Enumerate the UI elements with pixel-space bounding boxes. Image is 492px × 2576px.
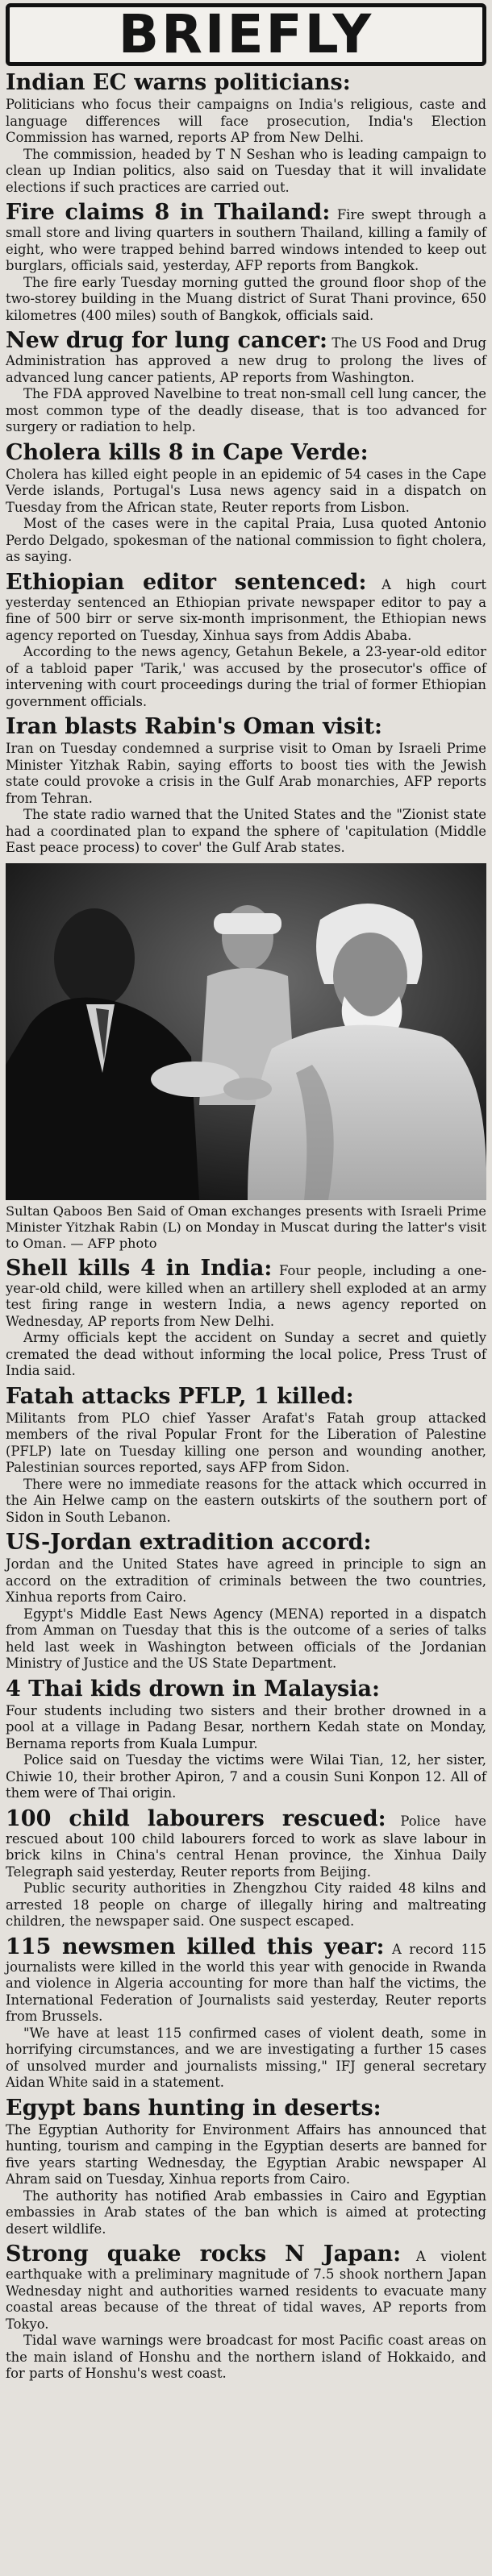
article-paragraph: According to the news agency, Getahun Bekele, a 23-year-old editor of a tabloid paper 'Tarik,' was accused by the prosecutor's office of intervening with court proceedings during the trial of former Ethiopian government officials. <box>6 644 486 709</box>
article-paragraph: Iran on Tuesday condemned a surprise visit to Oman by Israeli Prime Minister Yitzhak Rabin, saying efforts to boost ties with the Jewish state could provoke a crisis in the Gulf Arab monarchies, AFP reports from Tehran. <box>6 741 486 806</box>
article-paragraph: The commission, headed by T N Seshan who is leading campaign to clean up Indian politics, also said on Tuesday that it will invalidate elections if such practices are carried out. <box>6 146 486 195</box>
article-paragraph: The US Food and Drug Administration has approved a new drug to prolong the lives of advanced lung cancer patients, AP reports from Washington. <box>6 335 486 385</box>
article-paragraph: A record 115 journalists were killed in the world this year with genocide in Rwanda and violence in Algeria accounting for more than half the victims, the International Federation of Journalists said yesterday, Reuter reports from Brussels. <box>6 1941 486 2024</box>
article-headline: Shell kills 4 in India: <box>6 1255 273 1281</box>
article-headline: Indian EC warns politicians: <box>6 70 351 95</box>
article-body <box>6 1556 486 1672</box>
article-paragraph: Most of the cases were in the capital Praia, Lusa quoted Antonio Perdo Delgado, spokesman of the national commission to fight cholera, as saying. <box>6 516 486 564</box>
article-paragraph: "We have at least 115 confirmed cases of violent death, some in horrifying circumstances, and we are investigating a further 15 cases of unsolved murder and journalists missing," IFJ general secretary Aidan White said in a statement. <box>6 2025 486 2090</box>
article-ethiopian-editor <box>6 571 486 711</box>
photo-credit: — AFP photo <box>70 1235 157 1251</box>
article-lead <box>6 1807 486 1881</box>
article-headline: Fatah attacks PFLP, 1 killed: <box>6 1383 354 1409</box>
article-indian-ec <box>6 71 486 196</box>
article-headline: US-Jordan extradition accord: <box>6 1530 372 1555</box>
article-lead <box>6 1935 486 2025</box>
article-lung-cancer <box>6 329 486 436</box>
article-paragraph: Egypt's Middle East News Agency (MENA) reported in a dispatch from Amman on Tuesday that this is the outcome of a series of talks held last week in Washington between officials of the Jordanian Ministry of Justice and the US State Department. <box>6 1606 486 1671</box>
news-photo-image <box>6 863 486 1200</box>
article-paragraph: The fire early Tuesday morning gutted the ground floor shop of the two-storey building in the Muang district of Surat Thani province, 650 kilometres (400 miles) south of Bangkok, officials said. <box>6 274 486 323</box>
article-headline: 115 newsmen killed this year: <box>6 1934 385 1959</box>
article-body <box>6 97 486 196</box>
article-paragraph: Politicians who focus their campaigns on India's religious, caste and language differences will face prosecution, India's Election Commission has warned, reports AP from New Delhi. <box>6 97 486 145</box>
article-paragraph: Police said on Tuesday the victims were Wilai Tian, 12, her sister, Chiwie 10, their brother Apiron, 7 and a cousin Suni Konpon 12. All of them were of Thai origin. <box>6 1752 486 1801</box>
article-headline: 100 child labourers rescued: <box>6 1805 386 1831</box>
article-paragraph: The FDA approved Navelbine to treat non-small cell lung cancer, the most common type of the deadly disease, that is too advanced for surgery or radiation to help. <box>6 386 486 434</box>
article-paragraph: There were no immediate reasons for the attack which occurred in the Ain Helwe camp on the eastern outskirts of the southern port of Sidon in South Lebanon. <box>6 1476 486 1525</box>
article-paragraph: The authority has notified Arab embassies in Cairo and Egyptian embassies in Arab states of the ban which is aimed at protecting desert wildlife. <box>6 2188 486 2237</box>
article-paragraph: Four students including two sisters and their brother drowned in a pool at a village in Padang Besar, northern Kedah state on Monday, Bernama reports from Kuala Lumpur. <box>6 1702 486 1751</box>
article-lead <box>6 201 486 275</box>
article-lead <box>6 329 486 386</box>
masthead <box>6 3 486 66</box>
article-paragraph: A high court yesterday sentenced an Ethiopian private newspaper editor to pay a fine of 500 birr or serve six-month imprisonment, the Ethiopian news agency reported on Tuesday, Xinhua says from Addis Ababa. <box>6 576 486 643</box>
article-body <box>6 741 486 857</box>
article-iran-oman <box>6 715 486 857</box>
article-paragraph: Four people, including a one-year-old child, were killed when an artillery shell exploded at an army test firing range in western India, a news agency reported on Wednesday, AP reports from New Delhi. <box>6 1262 486 1329</box>
article-body <box>6 571 486 711</box>
article-body <box>6 1257 486 1380</box>
article-body <box>6 467 486 566</box>
article-shell-india <box>6 1257 486 1380</box>
article-paragraph: Police have rescued about 100 child labourers forced to work as slave labour in brick kilns in China's central Henan province, the Xinhua Daily Telegraph said yesterday, Reuter reports from Beijing. <box>6 1813 487 1880</box>
article-paragraph: The state radio warned that the United States and the "Zionist state had a coordinated plan to expand the sphere of 'capitulation (Middle East peace process) to cover' the Gulf Arab states. <box>6 807 486 855</box>
article-thailand-fire <box>6 201 486 324</box>
article-headline: New drug for lung cancer: <box>6 328 327 353</box>
newspaper-page <box>6 3 486 2570</box>
article-paragraph: Jordan and the United States have agreed in principle to sign an accord on the extradition of criminals between the two countries, Xinhua reports from Cairo. <box>6 1556 486 1605</box>
article-paragraph: The Egyptian Authority for Environment Affairs has announced that hunting, tourism and camping in the Egyptian deserts are banned for five years starting Wednesday, the Egyptian Arabic newspaper Al Ahram said on Tuesday, Xinhua reports from Cairo. <box>6 2121 486 2187</box>
article-paragraph: Public security authorities in Zhengzhou City raided 48 kilns and arrested 18 people on charge of illegally hiring and maltreating children, the newspaper said. One suspect escaped. <box>6 1880 486 1929</box>
masthead-title: BRIEFLY <box>118 3 374 65</box>
article-body <box>6 1703 486 1802</box>
article-lead <box>6 2242 486 2333</box>
article-headline: Ethiopian editor sentenced: <box>6 569 367 595</box>
article-headline: Strong quake rocks N Japan: <box>6 2242 402 2266</box>
article-headline: Egypt bans hunting in deserts: <box>6 2095 382 2121</box>
article-thai-kids <box>6 1677 486 1802</box>
article-body <box>6 1935 486 2092</box>
article-lead <box>6 571 486 645</box>
article-fatah-pflp <box>6 1385 486 1527</box>
article-paragraph: Army officials kept the accident on Sunday a secret and quietly cremated the dead without informing the local police, Press Trust of India said. <box>6 1330 486 1378</box>
article-headline: Cholera kills 8 in Cape Verde: <box>6 439 369 465</box>
article-paragraph: A violent earthquake with a preliminary magnitude of 7.5 shook northern Japan Wednesday night and authorities warned residents to evacuate many coastal areas because of the threat of tidal waves, AP reports from Tokyo. <box>6 2249 486 2332</box>
article-cape-verde <box>6 441 486 566</box>
article-paragraph: Tidal wave warnings were broadcast for most Pacific coast areas on the main island of Honshu and the northern island of Hokkaido, and for parts of Honshu's west coast. <box>6 2333 486 2381</box>
article-body <box>6 1807 486 1930</box>
news-photo <box>6 863 486 1200</box>
article-us-jordan <box>6 1531 486 1672</box>
article-body <box>6 1411 486 1527</box>
article-paragraph: Fire swept through a small store and living quarters in southern Thailand, killing a family of eight, who were trapped behind barred windows intended to keep out burglars, officials said, yesterday, AFP reports from Bangkok. <box>6 207 486 273</box>
article-body <box>6 201 486 324</box>
article-headline: Fire claims 8 in Thailand: <box>6 200 331 225</box>
article-paragraph: Militants from PLO chief Yasser Arafat's Fatah group attacked members of the rival Popular Front for the Liberation of Palestine (PFLP) late on Tuesday killing one person and wounding another, Palestinian sources reported, says AFP from Sidon. <box>6 1410 486 1475</box>
article-body <box>6 2122 486 2238</box>
article-japan-quake <box>6 2242 486 2383</box>
article-child-labourers <box>6 1807 486 1930</box>
article-egypt-hunting <box>6 2096 486 2238</box>
photo-caption <box>6 1203 486 1252</box>
article-body <box>6 2242 486 2383</box>
article-lead <box>6 1257 486 1331</box>
article-newsmen-killed <box>6 1935 486 2092</box>
article-body <box>6 329 486 436</box>
article-paragraph: Cholera has killed eight people in an epidemic of 54 cases in the Cape Verde islands, Portugal's Lusa news agency said in a dispatch on Tuesday from the African state, Reuter reports from Lisbon. <box>6 466 486 515</box>
article-headline: 4 Thai kids drown in Malaysia: <box>6 1676 380 1701</box>
photo-caption-text: Sultan Qaboos Ben Said of Oman exchanges presents with Israeli Prime Minister Yitzhak Rabin (L) on Monday in Muscat during the latter's visit to Oman. <box>6 1203 486 1251</box>
article-headline: Iran blasts Rabin's Oman visit: <box>6 714 382 739</box>
